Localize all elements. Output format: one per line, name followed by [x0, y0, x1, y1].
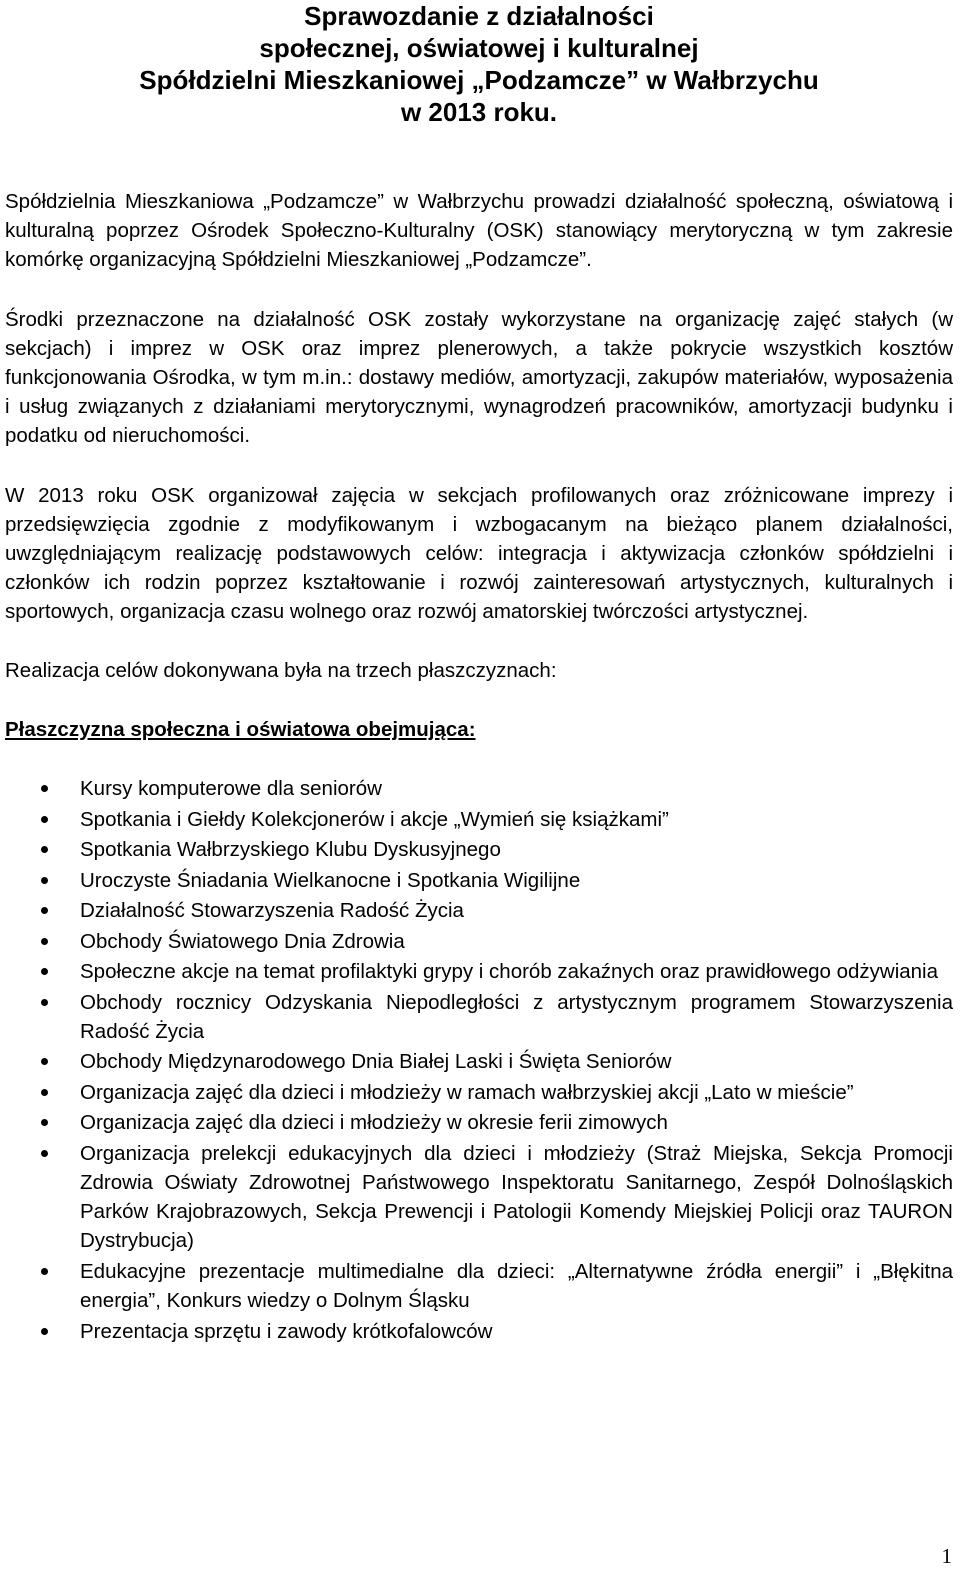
activity-list: [5, 774, 953, 1346]
list-item-text: Obchody Światowego Dnia Zdrowia: [80, 929, 405, 953]
list-item-text: Obchody Międzynarodowego Dnia Białej Laski i Święta Seniorów: [80, 1050, 672, 1074]
list-item: [5, 1078, 953, 1107]
bullet-icon: [41, 1328, 48, 1335]
bullet-icon: [41, 816, 48, 823]
list-item-text: Obchody rocznicy Odzyskania Niepodległości z artystycznym programem Stowarzyszenia Radość Życia: [80, 990, 953, 1043]
list-item: [5, 1139, 953, 1256]
list-item: [5, 774, 953, 803]
list-item: [5, 927, 953, 956]
list-item-text: Organizacja zajęć dla dzieci i młodzieży w okresie ferii zimowych: [80, 1111, 668, 1135]
list-item-text: Prezentacja sprzętu i zawody krótkofalowców: [80, 1319, 493, 1343]
list-item: [5, 957, 953, 986]
bullet-icon: [41, 846, 48, 853]
list-item: [5, 896, 953, 925]
funds-paragraph: Środki przeznaczone na działalność OSK zostały wykorzystane na organizację zajęć stałych (w sekcjach) i imprez w OSK oraz imprez plenerowych, a także pokrycie wszystkich kosztów funkcjonowania Ośrodka, w tym m.in.: dostawy mediów, amortyzacji, zakupów materiałów, wyposażenia i usług związanych z działaniami merytorycznymi, wynagrodzeń pracowników, amortyzacji budynku i podatku od nieruchomości.: [5, 307, 953, 448]
title-line: Sprawozdanie z działalności: [304, 1, 654, 31]
list-item-text: Spotkania i Giełdy Kolekcjonerów i akcje „Wymień się książkami”: [80, 807, 669, 831]
list-item: [5, 988, 953, 1046]
list-item-text: Edukacyjne prezentacje multimedialne dla dzieci: „Alternatywne źródła energii” i „Błękitna energia”, Konkurs wiedzy o Dolnym Śląsku: [80, 1259, 953, 1313]
list-item: [5, 866, 953, 895]
document-title: [5, 0, 953, 128]
list-item-text: Organizacja zajęć dla dzieci i młodzieży w ramach wałbrzyskiej akcji „Lato w mieście”: [80, 1080, 854, 1104]
list-item-text: Organizacja prelekcji edukacyjnych dla dzieci i młodzieży (Straż Miejska, Sekcja Promocji Zdrowia Oświaty Zdrowotnej Państwowego Inspektoratu Sanitarnego, Zespół Dolnośląskich Parków Krajobrazowych, Sekcja Prewencji i Patologii Komendy Miejskiej Policji oraz TAURON Dystrybucja): [80, 1141, 953, 1253]
activities-paragraph: W 2013 roku OSK organizował zajęcia w sekcjach profilowanych oraz zróżnicowane imprezy i przedsięwzięcia zgodnie z modyfikowanym i wzbogacanym na bieżąco planem działalności, uwzględniającym realizację podstawowych celów: integracja i aktywizacja członków spółdzielni i członków ich rodzin poprzez kształtowanie i rozwój zainteresowań artystycznych, kulturalnych i sportowych, organizacja czasu wolnego oraz rozwój amatorskiej twórczości artystycznej.: [5, 483, 953, 624]
list-item: [5, 805, 953, 834]
bullet-icon: [41, 968, 48, 975]
list-item: [5, 1317, 953, 1346]
title-line: Spółdzielni Mieszkaniowej „Podzamcze” w Wałbrzychu: [139, 65, 819, 95]
title-line: w 2013 roku.: [400, 97, 558, 127]
bullet-icon: [41, 938, 48, 945]
list-item-text: Społeczne akcje na temat profilaktyki grypy i chorób zakaźnych oraz prawidłowego odżywiania: [80, 960, 939, 984]
bullet-icon: [41, 999, 48, 1006]
section-heading: Płaszczyzna społeczna i oświatowa obejmująca:: [5, 717, 476, 741]
bullet-icon: [41, 1119, 48, 1126]
list-item-text: Kursy komputerowe dla seniorów: [80, 777, 382, 801]
bullet-icon: [41, 877, 48, 884]
bullet-icon: [41, 1268, 48, 1275]
list-item-text: Uroczyste Śniadania Wielkanocne i Spotkania Wigilijne: [80, 868, 581, 892]
bullet-icon: [41, 1058, 48, 1065]
bullet-icon: [41, 907, 48, 914]
bullet-icon: [41, 1089, 48, 1096]
list-item: [5, 1108, 953, 1137]
levels-paragraph: Realizacja celów dokonywana była na trzech płaszczyznach:: [5, 658, 557, 682]
list-item: [5, 835, 953, 864]
list-item-text: Spotkania Wałbrzyskiego Klubu Dyskusyjnego: [80, 838, 501, 862]
bullet-icon: [41, 785, 48, 792]
list-item: [5, 1047, 953, 1076]
title-line: społecznej, oświatowej i kulturalnej: [259, 33, 699, 63]
list-item-text: Działalność Stowarzyszenia Radość Życia: [80, 899, 464, 923]
document-page: [5, 0, 953, 1347]
list-item: [5, 1257, 953, 1315]
intro-paragraph: Spółdzielnia Mieszkaniowa „Podzamcze” w Wałbrzychu prowadzi działalność społeczną, oświatową i kulturalną poprzez Ośrodek Społeczno-Kulturalny (OSK) stanowiący merytoryczną w tym zakresie komórkę organizacyjną Spółdzielni Mieszkaniowej „Podzamcze”.: [5, 190, 953, 272]
page-number: 1: [941, 1544, 952, 1568]
bullet-icon: [41, 1150, 48, 1157]
